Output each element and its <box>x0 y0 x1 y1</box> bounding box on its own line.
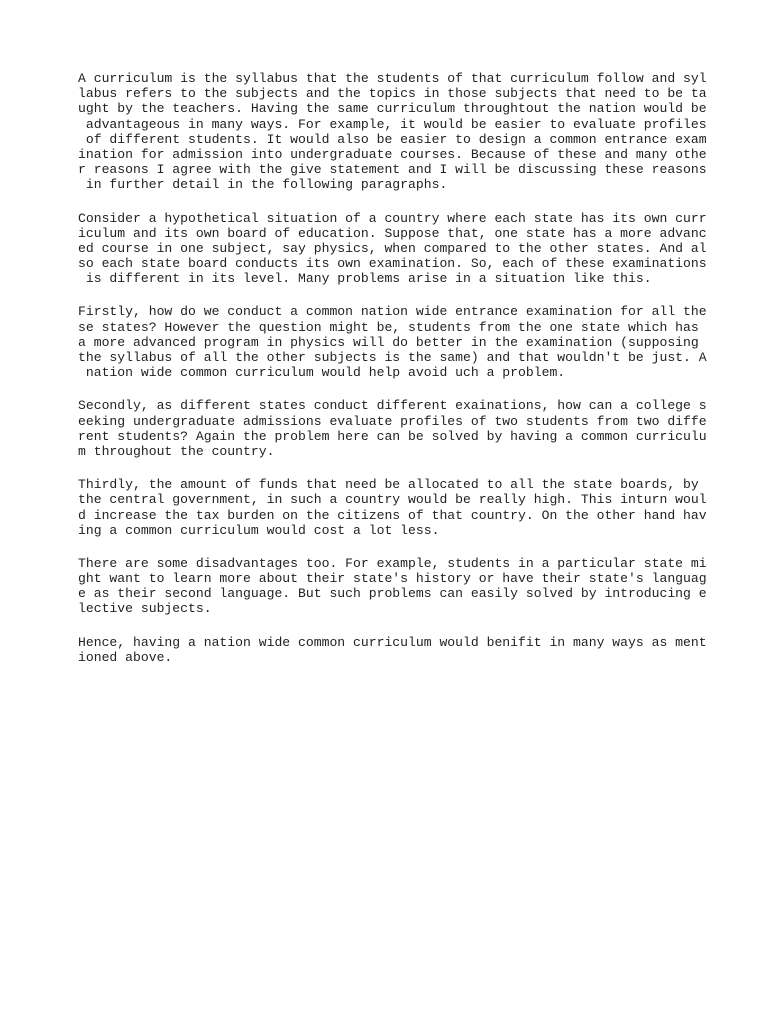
text-line: ught by the teachers. Having the same curriculum throughtout the nation would be <box>78 101 707 117</box>
text-line: Firstly, how do we conduct a common nation wide entrance examination for all the <box>78 304 707 320</box>
text-line: rent students? Again the problem here can be solved by having a common curriculu <box>78 428 707 444</box>
text-line: a more advanced program in physics will do better in the examination (supposing <box>78 334 699 350</box>
paragraph <box>78 211 718 287</box>
text-line: the syllabus of all the other subjects is the same) and that wouldn't be just. A <box>78 350 707 365</box>
text-line: labus refers to the subjects and the topics in those subjects that need to be ta <box>78 86 707 102</box>
text-line: ioned above. <box>78 649 173 665</box>
text-line: Thirdly, the amount of funds that need be allocated to all the state boards, by <box>78 477 699 493</box>
text-line: of different students. It would also be easier to design a common entrance exam <box>78 131 707 147</box>
text-line: iculum and its own board of education. Suppose that, one state has a more advanc <box>78 225 707 241</box>
text-line: Hence, having a nation wide common curriculum would benifit in many ways as ment <box>78 634 707 650</box>
text-line: ght want to learn more about their state's history or have their state's languag <box>78 571 707 587</box>
text-line: nation wide common curriculum would help avoid uch a problem. <box>78 365 566 381</box>
text-line: There are some disadvantages too. For example, students in a particular state mi <box>78 555 707 571</box>
text-line: eeking undergraduate admissions evaluate profiles of two students from two diffe <box>78 413 707 429</box>
text-line: A curriculum is the syllabus that the students of that curriculum follow and syl <box>78 71 707 86</box>
text-line: e as their second language. But such problems can easily solved by introducing e <box>78 586 707 602</box>
paragraph <box>78 398 718 459</box>
text-line: ination for admission into undergraduate courses. Because of these and many othe <box>78 146 707 162</box>
paragraph <box>78 635 718 665</box>
text-line: ed course in one subject, say physics, when compared to the other states. And al <box>78 240 707 256</box>
text-line: is different in its level. Many problems arise in a situation like this. <box>78 271 652 287</box>
text-line: Consider a hypothetical situation of a country where each state has its own curr <box>78 210 707 226</box>
document-page <box>78 71 718 683</box>
text-line: so each state board conducts its own examination. So, each of these examinations <box>78 256 707 272</box>
paragraph <box>78 304 718 380</box>
text-line: m throughout the country. <box>78 443 275 459</box>
paragraph <box>78 71 718 193</box>
paragraph <box>78 477 718 538</box>
paragraph <box>78 556 718 617</box>
text-line: r reasons I agree with the give statement and I will be discussing these reasons <box>78 162 707 178</box>
text-line: ing a common curriculum would cost a lot less. <box>78 522 440 538</box>
text-line: in further detail in the following paragraphs. <box>78 177 448 193</box>
text-line: Secondly, as different states conduct different exainations, how can a college s <box>78 398 707 414</box>
text-line: d increase the tax burden on the citizens of that country. On the other hand hav <box>78 507 707 523</box>
text-line: advantageous in many ways. For example, it would be easier to evaluate profiles <box>78 116 707 132</box>
text-line: lective subjects. <box>78 601 212 617</box>
text-line: se states? However the question might be, students from the one state which has <box>78 319 699 335</box>
text-line: the central government, in such a country would be really high. This inturn woul <box>78 492 707 508</box>
